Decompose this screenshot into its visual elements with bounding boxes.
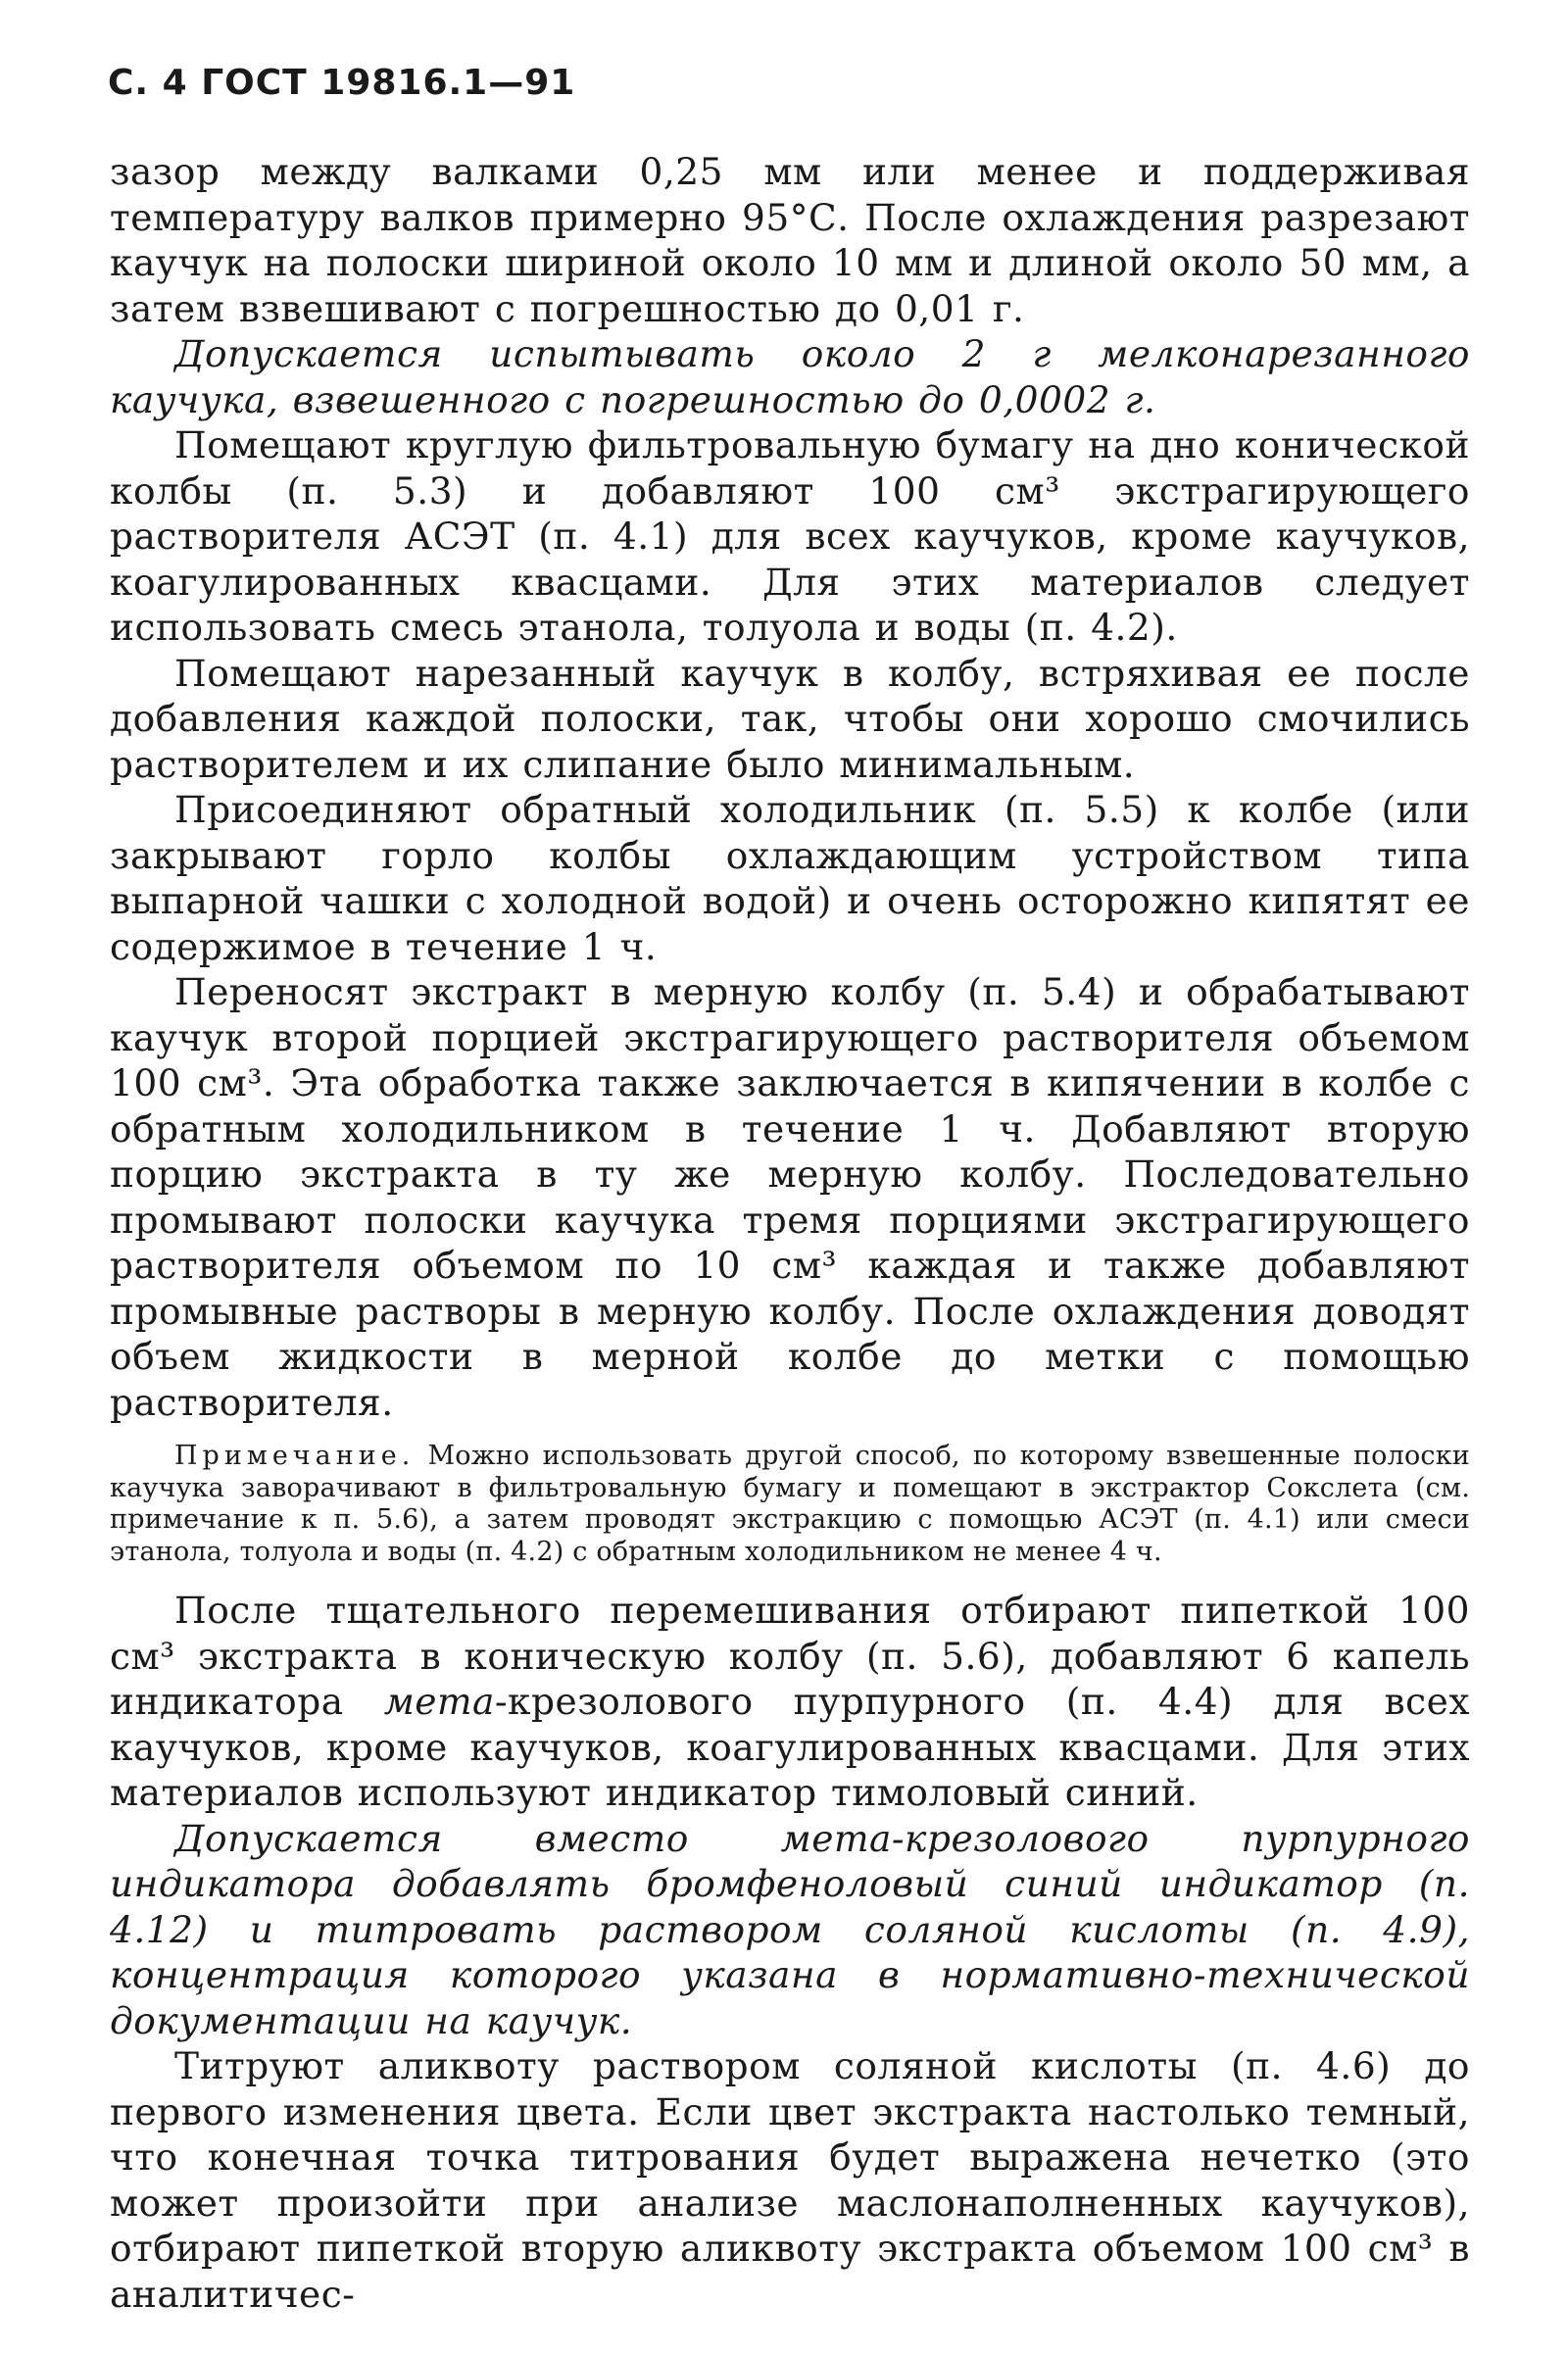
paragraph-8-italic: Допускается вместо мета-крезолового пурпурного индикатора добавлять бромфеноловый синий индикатор (п. 4.12) и титровать раствором соляной кислоты (п. 4.9), концентрация которого указана в нормативно-технической документации на каучук. bbox=[110, 1816, 1470, 2042]
paragraph-5: Присоединяют обратный холодильник (п. 5.5) к колбе (или закрывают горло колбы охлаждающим устройством типа выпарной чашки с холодной водой) и очень осторожно кипятят ее содержимое в течение 1 ч. bbox=[110, 788, 1470, 968]
document-body bbox=[110, 149, 1470, 2317]
paragraph-7 bbox=[110, 1588, 1470, 1816]
paragraph-4: Помещают нарезанный каучук в колбу, встряхивая ее после добавления каждой полоски, так, чтобы они хорошо смочились растворителем и их слипание было минимальным. bbox=[110, 651, 1470, 786]
paragraph-9: Титруют аликвоту раствором соляной кислоты (п. 4.6) до первого изменения цвета. Если цвет экстракта настолько темный, что конечная точка титрования будет выражена нечетко (это может произойти при анализе маслонаполненных каучуков), отбирают пипеткой вторую аликвоту экстракта объемом 100 см³ в аналитичес- bbox=[110, 2044, 1470, 2316]
paragraph-6: Переносят экстракт в мерную колбу (п. 5.4) и обрабатывают каучук второй порцией экстрагирующего растворителя объемом 100 см³. Эта обработка также заключается в кипячении в колбе с обратным холодильником в течение 1 ч. Добавляют вторую порцию экстракта в ту же мерную колбу. Последовательно промывают полоски каучука тремя порциями экстрагирующего растворителя объемом по 10 см³ каждая и также добавляют промывные растворы в мерную колбу. После охлаждения доводят объем жидкости в мерной колбе до метки с помощью растворителя. bbox=[110, 970, 1470, 1424]
paragraph-7-part-b: -крезолового пурпурного (п. 4.4) для всех каучуков, кроме каучуков, коагулированных квасцами. Для этих материалов используют индикатор тимоловый синий. bbox=[110, 1680, 1470, 1814]
paragraph-7-part-a: После тщательного перемешивания отбирают пипеткой 100 см³ экстракта в коническую колбу (п. 5.6), добавляют 6 капель индикатора bbox=[110, 1589, 1470, 1723]
paragraph-1: зазор между валками 0,25 мм или менее и поддерживая температуру валков примерно 95°С. После охлаждения разрезают каучук на полоски шириной около 10 мм и длиной около 50 мм, а затем взвешивают с погрешностью до 0,01 г. bbox=[110, 150, 1470, 330]
note bbox=[110, 1441, 1470, 1568]
paragraph-2-italic: Допускается испытывать около 2 г мелконарезанного каучука, взвешенного с погрешностью до 0,0002 г. bbox=[110, 332, 1470, 421]
note-text: Можно использовать другой способ, по которому взвешенные полоски каучука заворачивают в фильтровальную бумагу и помещают в экстрактор Сокслета (см. примечание к п. 5.6), а затем проводят экстракцию с помощью АСЭТ (п. 4.1) или смеси этанола, толуола и воды (п. 4.2) с обратным холодильником не менее 4 ч. bbox=[110, 1441, 1470, 1567]
page-header: С. 4 ГОСТ 19816.1—91 bbox=[108, 63, 576, 103]
paragraph-7-italic: мета bbox=[383, 1680, 495, 1723]
note-label: Примечание. bbox=[174, 1441, 416, 1471]
paragraph-3: Помещают круглую фильтровальную бумагу на дно конической колбы (п. 5.3) и добавляют 100 см³ экстрагирующего растворителя АСЭТ (п. 4.1) для всех каучуков, кроме каучуков, коагулированных квасцами. Для этих материалов следует использовать смесь этанола, толуола и воды (п. 4.2). bbox=[110, 423, 1470, 649]
